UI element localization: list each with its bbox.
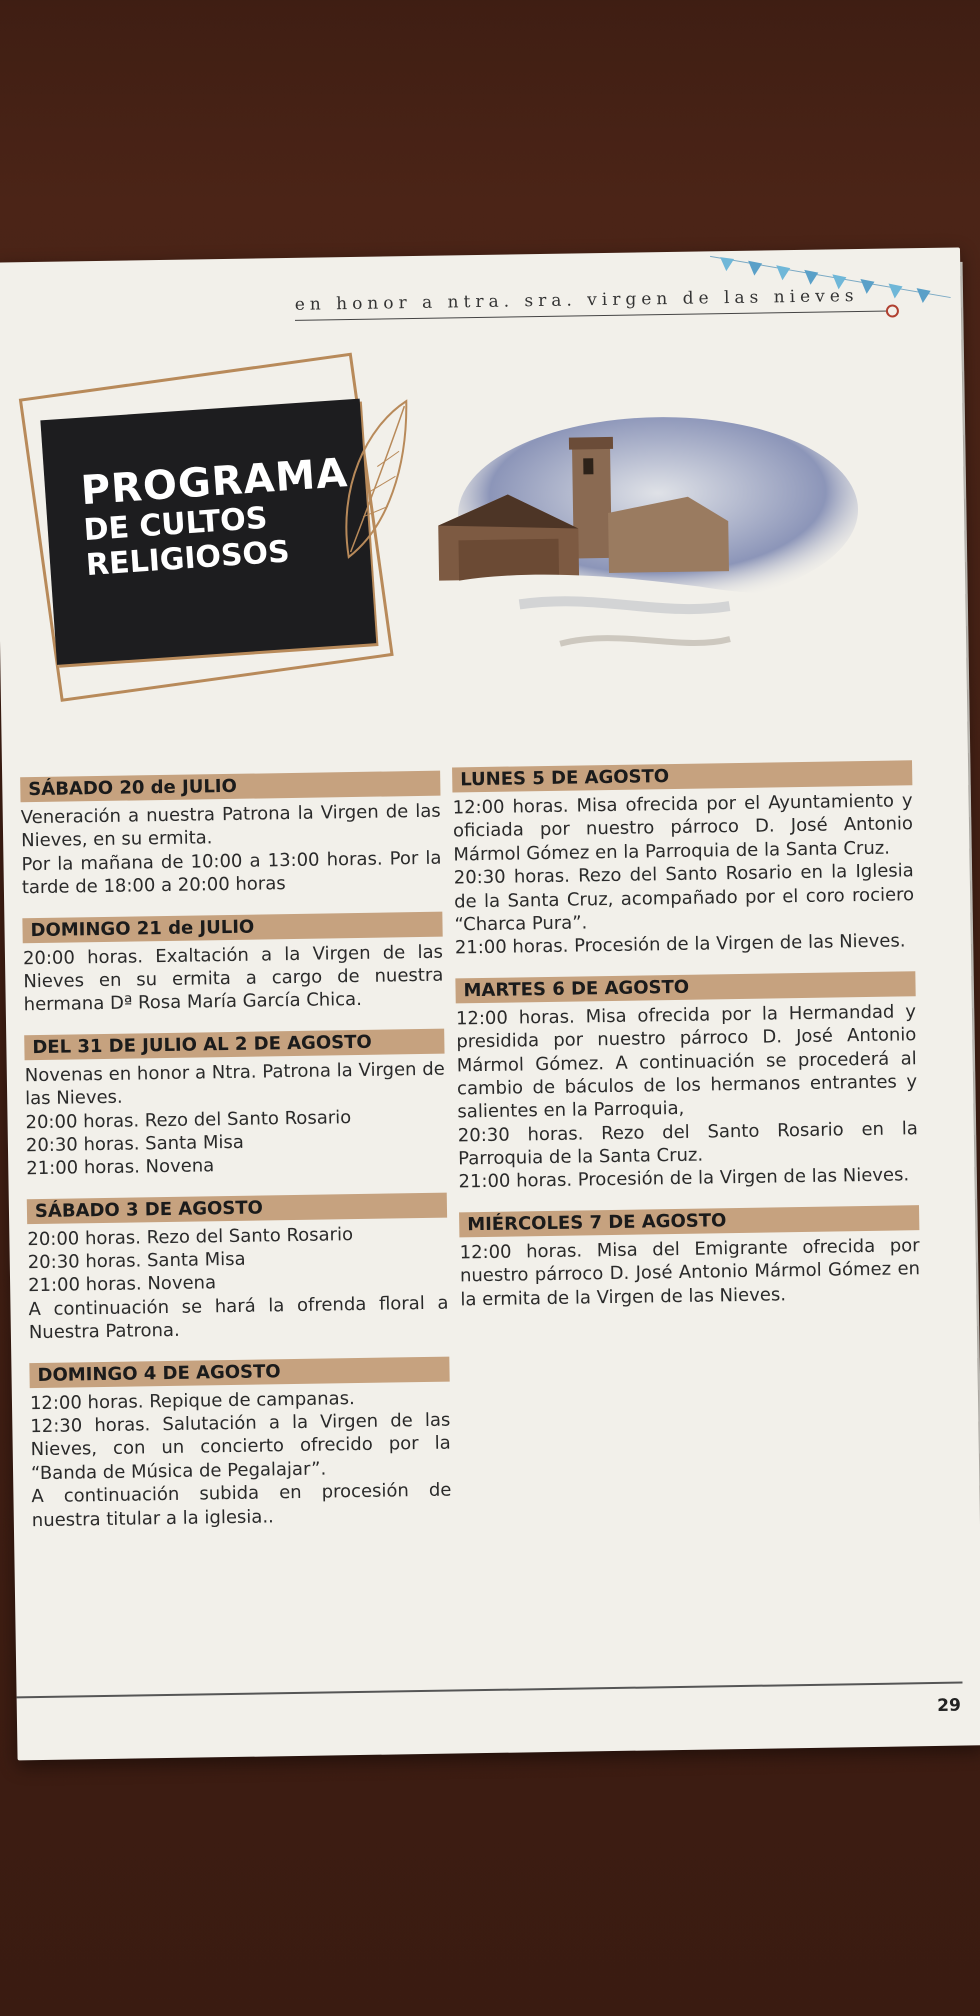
day-text: Novenas en honor a Ntra. Patrona la Virgen de las Nieves. (24, 1058, 445, 1110)
day-heading: MIÉRCOLES 7 DE AGOSTO (459, 1205, 919, 1237)
day-text: 21:00 horas. Procesión de la Virgen de las Nieves. (454, 930, 906, 959)
day-text: 21:00 horas. Novena (26, 1155, 215, 1180)
schedule-left-column (20, 771, 452, 1550)
day-heading: DEL 31 DE JULIO AL 2 DE AGOSTO (24, 1028, 444, 1060)
day-text: 21:00 horas. Novena (27, 1272, 217, 1297)
schedule-day (459, 1205, 921, 1311)
day-text: A continuación subida en procesión de nuestra titular a la iglesia.. (31, 1479, 452, 1531)
title-block (36, 372, 371, 677)
header-ornament (886, 304, 899, 317)
day-heading: DOMINGO 21 de JULIO (22, 911, 442, 943)
day-text: 20:30 horas. Rezo del Santo Rosario en la Parroquia de la Santa Cruz. (457, 1117, 918, 1170)
day-text: Por la mañana de 10:00 a 13:00 horas. Por la tarde de 18:00 a 20:00 horas (21, 847, 442, 899)
schedule-day (20, 771, 442, 900)
title-line-1: PROGRAMA (79, 450, 350, 515)
page-number: 29 (937, 1695, 962, 1716)
schedule-day (22, 911, 444, 1017)
title-line-2: DE CULTOS (82, 500, 269, 549)
day-text: 20:00 horas. Rezo del Santo Rosario (27, 1223, 354, 1250)
day-text: 20:00 horas. Rezo del Santo Rosario (25, 1106, 352, 1133)
schedule-day (24, 1028, 446, 1181)
day-heading: MARTES 6 DE AGOSTO (455, 971, 915, 1003)
day-text: Veneración a nuestra Patrona la Virgen de las Nieves, en su ermita. (20, 800, 441, 852)
day-heading: LUNES 5 DE AGOSTO (452, 760, 912, 792)
day-text: 12:00 horas. Repique de campanas. (29, 1387, 355, 1414)
day-text: 21:00 horas. Procesión de la Virgen de las Nieves. (458, 1164, 910, 1193)
day-heading: SÁBADO 3 DE AGOSTO (27, 1192, 447, 1224)
schedule-day (29, 1356, 452, 1532)
magazine-page (0, 247, 980, 1760)
day-text: 20:00 horas. Exaltación a la Virgen de las Nieves en su ermita a cargo de nuestra hermana Dª Rosa María García Chica. (22, 941, 444, 1016)
village-watercolor-illustration (396, 399, 870, 696)
schedule-day (27, 1192, 449, 1345)
day-text: 20:30 horas. Santa Misa (25, 1131, 244, 1157)
running-header: en honor a ntra. sra. virgen de las nieves (294, 286, 859, 315)
title-line-3: RELIGIOSOS (84, 533, 291, 583)
day-text: 12:00 horas. Misa del Emigrante ofrecida por nuestro párroco D. José Antonio Mármol Gómez en la ermita de la Virgen de las Nieves. (459, 1235, 921, 1311)
title-text (79, 450, 354, 583)
day-text: A continuación se hará la ofrenda floral a Nuestra Patrona. (28, 1292, 449, 1344)
day-text: 20:30 horas. Santa Misa (27, 1248, 246, 1274)
day-text: 12:30 horas. Salutación a la Virgen de las Nieves, con un concierto ofrecido por la “Banda de Música de Pegalajar”. (30, 1409, 451, 1484)
footer-rule (17, 1682, 963, 1699)
schedule-day (455, 971, 918, 1194)
day-text: 12:00 horas. Misa ofrecida por el Ayuntamiento y oficiada por nuestro párroco D. José Antonio Mármol Gómez en la Parroquia de la Santa Cruz. (452, 790, 914, 866)
schedule-day (452, 760, 915, 960)
day-text: 20:30 horas. Rezo del Santo Rosario en la Iglesia de la Santa Cruz, acompañado por el coro rociero “Charca Pura”. (453, 860, 915, 936)
day-text: 12:00 horas. Misa ofrecida por la Hermandad y presidida por nuestro párroco D. José Antonio Mármol Gómez. A continuación se procederá al cambio de báculos de los hermanos entrantes y salientes en la Parroquia, (455, 1000, 918, 1123)
day-heading: DOMINGO 4 DE AGOSTO (29, 1356, 449, 1388)
schedule-right-column (452, 760, 921, 1329)
day-heading: SÁBADO 20 de JULIO (20, 771, 440, 803)
